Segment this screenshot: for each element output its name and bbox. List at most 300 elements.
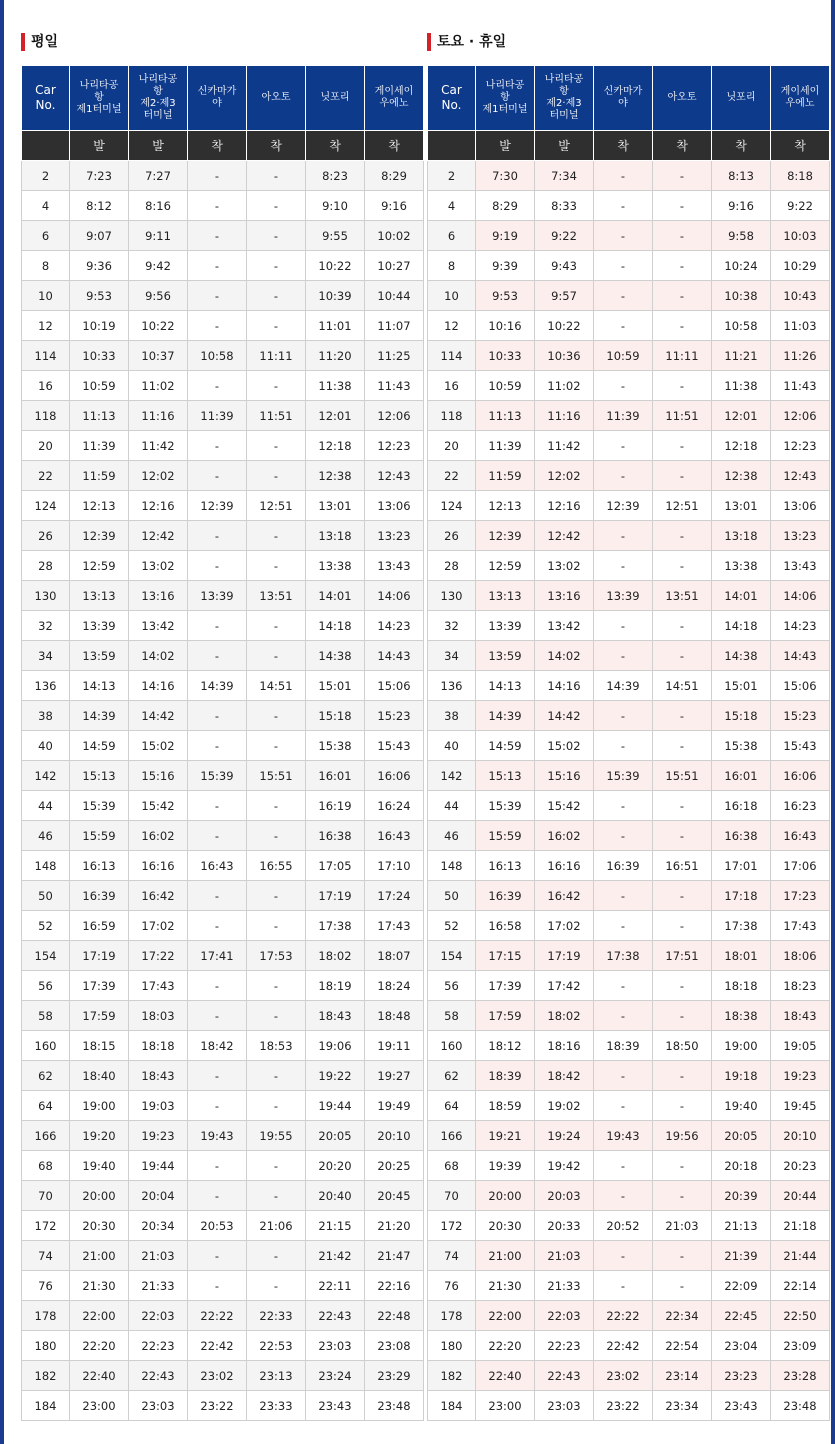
station-header: 나리타공 항 제1터미널	[70, 66, 129, 131]
time-cell: 20:25	[365, 1151, 424, 1181]
time-cell: 14:06	[365, 581, 424, 611]
car-number-cell: 136	[428, 671, 476, 701]
time-cell: 12:02	[535, 461, 594, 491]
time-cell: -	[653, 1241, 712, 1271]
time-cell: 19:27	[365, 1061, 424, 1091]
time-cell: 9:22	[535, 221, 594, 251]
time-cell: 10:16	[476, 311, 535, 341]
station-header: 나리타공 항 제2·제3 터미널	[129, 66, 188, 131]
car-number-cell: 46	[22, 821, 70, 851]
time-cell: -	[247, 161, 306, 191]
time-cell: 10:59	[476, 371, 535, 401]
time-cell: -	[247, 731, 306, 761]
time-cell: 18:16	[535, 1031, 594, 1061]
car-number-cell: 2	[22, 161, 70, 191]
time-cell: 13:02	[535, 551, 594, 581]
time-cell: 11:02	[129, 371, 188, 401]
timetable-row	[22, 461, 424, 491]
timetable-row	[22, 1001, 424, 1031]
weekday-rows	[22, 161, 424, 1421]
time-cell: -	[653, 551, 712, 581]
time-cell: -	[653, 971, 712, 1001]
dep-arr-marker: 발	[70, 131, 129, 161]
time-cell: 20:40	[306, 1181, 365, 1211]
time-cell: 17:22	[129, 941, 188, 971]
time-cell: -	[653, 1091, 712, 1121]
time-cell: 21:42	[306, 1241, 365, 1271]
time-cell: 18:07	[365, 941, 424, 971]
time-cell: 23:43	[306, 1391, 365, 1421]
time-cell: -	[594, 701, 653, 731]
car-number-cell: 34	[22, 641, 70, 671]
time-cell: 16:39	[70, 881, 129, 911]
time-cell: -	[188, 521, 247, 551]
time-cell: 18:40	[70, 1061, 129, 1091]
time-cell: 16:01	[712, 761, 771, 791]
time-cell: 23:22	[188, 1391, 247, 1421]
time-cell: 7:23	[70, 161, 129, 191]
time-cell: -	[594, 431, 653, 461]
car-number-cell: 166	[428, 1121, 476, 1151]
time-cell: -	[653, 881, 712, 911]
time-cell: 14:23	[771, 611, 830, 641]
time-cell: 18:15	[70, 1031, 129, 1061]
time-cell: 22:14	[771, 1271, 830, 1301]
time-cell: 16:19	[306, 791, 365, 821]
time-cell: 11:21	[712, 341, 771, 371]
dep-arr-row	[22, 131, 424, 161]
time-cell: 11:38	[712, 371, 771, 401]
car-number-cell: 44	[22, 791, 70, 821]
time-cell: -	[594, 251, 653, 281]
time-cell: 11:13	[70, 401, 129, 431]
time-cell: -	[188, 1181, 247, 1211]
time-cell: 23:22	[594, 1391, 653, 1421]
time-cell: 18:42	[535, 1061, 594, 1091]
weekday-title-text: 평일	[31, 34, 59, 50]
time-cell: 19:05	[771, 1031, 830, 1061]
timetable-row	[22, 401, 424, 431]
car-number-cell: 76	[22, 1271, 70, 1301]
time-cell: -	[188, 971, 247, 1001]
time-cell: 22:23	[129, 1331, 188, 1361]
car-number-cell: 124	[22, 491, 70, 521]
time-cell: 10:22	[129, 311, 188, 341]
time-cell: -	[188, 1061, 247, 1091]
time-cell: 18:59	[476, 1091, 535, 1121]
time-cell: 17:43	[129, 971, 188, 1001]
time-cell: 8:12	[70, 191, 129, 221]
time-cell: 14:51	[247, 671, 306, 701]
time-cell: 22:40	[476, 1361, 535, 1391]
time-cell: 13:01	[712, 491, 771, 521]
timetable-row	[428, 671, 830, 701]
time-cell: 12:42	[535, 521, 594, 551]
time-cell: 22:43	[535, 1361, 594, 1391]
time-cell: -	[188, 1091, 247, 1121]
time-cell: 16:43	[188, 851, 247, 881]
time-cell: 22:43	[129, 1361, 188, 1391]
time-cell: 15:38	[712, 731, 771, 761]
time-cell: 16:13	[476, 851, 535, 881]
time-cell: 22:23	[535, 1331, 594, 1361]
time-cell: 10:44	[365, 281, 424, 311]
time-cell: 22:11	[306, 1271, 365, 1301]
time-cell: 14:51	[653, 671, 712, 701]
car-number-cell: 74	[428, 1241, 476, 1271]
time-cell: 16:01	[306, 761, 365, 791]
time-cell: 12:13	[70, 491, 129, 521]
time-cell: -	[653, 431, 712, 461]
time-cell: 12:18	[712, 431, 771, 461]
car-number-cell: 8	[22, 251, 70, 281]
time-cell: -	[247, 911, 306, 941]
time-cell: -	[188, 1271, 247, 1301]
time-cell: 7:30	[476, 161, 535, 191]
time-cell: 11:11	[247, 341, 306, 371]
time-cell: -	[653, 1181, 712, 1211]
time-cell: 20:39	[712, 1181, 771, 1211]
time-cell: -	[247, 551, 306, 581]
time-cell: 17:59	[70, 1001, 129, 1031]
timetable-row	[22, 431, 424, 461]
time-cell: 9:22	[771, 191, 830, 221]
time-cell: 9:16	[365, 191, 424, 221]
car-number-cell: 28	[22, 551, 70, 581]
timetable-row	[428, 821, 830, 851]
station-header: 닛포리	[712, 66, 771, 131]
timetable-row	[22, 1091, 424, 1121]
time-cell: 18:18	[129, 1031, 188, 1061]
time-cell: 22:53	[247, 1331, 306, 1361]
dep-arr-marker: 착	[712, 131, 771, 161]
time-cell: 17:41	[188, 941, 247, 971]
time-cell: 15:06	[365, 671, 424, 701]
time-cell: 10:27	[365, 251, 424, 281]
car-number-cell: 2	[428, 161, 476, 191]
time-cell: 19:20	[70, 1121, 129, 1151]
time-cell: -	[188, 371, 247, 401]
time-cell: 13:38	[306, 551, 365, 581]
time-cell: -	[247, 251, 306, 281]
timetable-row	[428, 1301, 830, 1331]
time-cell: -	[653, 221, 712, 251]
time-cell: 17:24	[365, 881, 424, 911]
time-cell: 16:02	[129, 821, 188, 851]
time-cell: 13:39	[476, 611, 535, 641]
car-number-cell: 6	[428, 221, 476, 251]
time-cell: 23:34	[653, 1391, 712, 1421]
time-cell: 13:13	[70, 581, 129, 611]
time-cell: 13:23	[365, 521, 424, 551]
time-cell: 12:59	[476, 551, 535, 581]
time-cell: -	[188, 431, 247, 461]
time-cell: 19:24	[535, 1121, 594, 1151]
timetable-row	[22, 761, 424, 791]
time-cell: 20:10	[771, 1121, 830, 1151]
time-cell: 20:23	[771, 1151, 830, 1181]
time-cell: 23:13	[247, 1361, 306, 1391]
car-number-cell: 172	[428, 1211, 476, 1241]
time-cell: 15:39	[476, 791, 535, 821]
time-cell: 20:20	[306, 1151, 365, 1181]
time-cell: -	[247, 611, 306, 641]
timetable-row	[428, 1151, 830, 1181]
time-cell: 13:06	[365, 491, 424, 521]
timetable-row	[428, 491, 830, 521]
timetable-row	[22, 161, 424, 191]
time-cell: -	[594, 1061, 653, 1091]
time-cell: 17:10	[365, 851, 424, 881]
car-number-cell: 118	[428, 401, 476, 431]
time-cell: 19:21	[476, 1121, 535, 1151]
time-cell: -	[188, 311, 247, 341]
time-cell: 21:15	[306, 1211, 365, 1241]
time-cell: 11:39	[594, 401, 653, 431]
time-cell: -	[188, 911, 247, 941]
time-cell: 8:23	[306, 161, 365, 191]
time-cell: -	[594, 221, 653, 251]
time-cell: 22:00	[476, 1301, 535, 1331]
timetable-row	[428, 1091, 830, 1121]
dep-arr-marker: 발	[476, 131, 535, 161]
time-cell: 23:48	[771, 1391, 830, 1421]
time-cell: 19:02	[535, 1091, 594, 1121]
car-number-cell: 182	[22, 1361, 70, 1391]
time-cell: 19:56	[653, 1121, 712, 1151]
station-header: 게이세이 우에노	[365, 66, 424, 131]
time-cell: 14:02	[535, 641, 594, 671]
time-cell: 21:44	[771, 1241, 830, 1271]
time-cell: -	[247, 191, 306, 221]
time-cell: 12:51	[247, 491, 306, 521]
timetable-row	[22, 1121, 424, 1151]
time-cell: 22:42	[594, 1331, 653, 1361]
time-cell: 21:13	[712, 1211, 771, 1241]
time-cell: 18:24	[365, 971, 424, 1001]
time-cell: 16:06	[771, 761, 830, 791]
time-cell: 17:53	[247, 941, 306, 971]
time-cell: -	[247, 1001, 306, 1031]
time-cell: 20:00	[70, 1181, 129, 1211]
time-cell: 9:11	[129, 221, 188, 251]
time-cell: -	[247, 461, 306, 491]
time-cell: 11:43	[365, 371, 424, 401]
car-number-cell: 12	[428, 311, 476, 341]
time-cell: 18:12	[476, 1031, 535, 1061]
dep-arr-marker: 착	[306, 131, 365, 161]
time-cell: 12:06	[771, 401, 830, 431]
station-header-row	[22, 66, 424, 131]
time-cell: 14:59	[70, 731, 129, 761]
car-number-cell: 184	[22, 1391, 70, 1421]
time-cell: 22:54	[653, 1331, 712, 1361]
timetable-row	[22, 1241, 424, 1271]
dep-arr-marker: 착	[247, 131, 306, 161]
time-cell: 16:24	[365, 791, 424, 821]
time-cell: -	[653, 191, 712, 221]
time-cell: 15:06	[771, 671, 830, 701]
timetable-row	[428, 371, 830, 401]
time-cell: 12:38	[712, 461, 771, 491]
station-header: 아오토	[653, 66, 712, 131]
time-cell: 23:03	[306, 1331, 365, 1361]
time-cell: 8:33	[535, 191, 594, 221]
car-number-cell: 40	[428, 731, 476, 761]
time-cell: -	[188, 251, 247, 281]
time-cell: 16:39	[594, 851, 653, 881]
time-cell: -	[188, 1151, 247, 1181]
timetable-row	[428, 581, 830, 611]
time-cell: 17:38	[712, 911, 771, 941]
time-cell: 8:13	[712, 161, 771, 191]
time-cell: -	[653, 731, 712, 761]
time-cell: -	[247, 1151, 306, 1181]
station-header: 나리타공 항 제1터미널	[476, 66, 535, 131]
time-cell: 13:43	[365, 551, 424, 581]
time-cell: -	[247, 821, 306, 851]
station-header: 아오토	[247, 66, 306, 131]
time-cell: -	[188, 881, 247, 911]
time-cell: -	[653, 1061, 712, 1091]
timetable-row	[428, 1391, 830, 1421]
time-cell: 8:16	[129, 191, 188, 221]
time-cell: 18:18	[712, 971, 771, 1001]
car-number-cell: 130	[428, 581, 476, 611]
time-cell: 14:39	[594, 671, 653, 701]
time-cell: 13:18	[712, 521, 771, 551]
car-number-cell: 64	[428, 1091, 476, 1121]
time-cell: 18:01	[712, 941, 771, 971]
time-cell: -	[653, 641, 712, 671]
time-cell: -	[188, 1001, 247, 1031]
car-number-cell: 22	[428, 461, 476, 491]
car-number-cell: 62	[428, 1061, 476, 1091]
time-cell: -	[594, 1001, 653, 1031]
time-cell: 15:39	[594, 761, 653, 791]
timetable-row	[428, 701, 830, 731]
time-cell: 17:59	[476, 1001, 535, 1031]
car-number-cell: 56	[22, 971, 70, 1001]
time-cell: 13:51	[247, 581, 306, 611]
car-number-cell: 160	[428, 1031, 476, 1061]
timetable-row	[22, 881, 424, 911]
timetable-row	[22, 641, 424, 671]
time-cell: 22:50	[771, 1301, 830, 1331]
time-cell: 13:02	[129, 551, 188, 581]
dep-arr-row	[428, 131, 830, 161]
time-cell: -	[247, 881, 306, 911]
time-cell: 16:51	[653, 851, 712, 881]
time-cell: 20:34	[129, 1211, 188, 1241]
time-cell: 11:39	[476, 431, 535, 461]
timetable-row	[22, 1361, 424, 1391]
time-cell: 12:23	[771, 431, 830, 461]
time-cell: 16:58	[476, 911, 535, 941]
time-cell: -	[653, 791, 712, 821]
time-cell: -	[247, 281, 306, 311]
time-cell: 8:29	[365, 161, 424, 191]
time-cell: 19:18	[712, 1061, 771, 1091]
time-cell: 22:16	[365, 1271, 424, 1301]
time-cell: 17:02	[129, 911, 188, 941]
title-accent-bar	[427, 33, 431, 51]
time-cell: 11:20	[306, 341, 365, 371]
time-cell: -	[188, 701, 247, 731]
car-number-cell: 180	[428, 1331, 476, 1361]
time-cell: -	[653, 281, 712, 311]
time-cell: 10:03	[771, 221, 830, 251]
time-cell: 12:39	[476, 521, 535, 551]
time-cell: 14:38	[712, 641, 771, 671]
time-cell: 14:42	[535, 701, 594, 731]
time-cell: 17:19	[70, 941, 129, 971]
time-cell: 18:02	[306, 941, 365, 971]
time-cell: 21:03	[535, 1241, 594, 1271]
station-header-row	[428, 66, 830, 131]
car-number-cell: 178	[428, 1301, 476, 1331]
car-number-cell: 58	[22, 1001, 70, 1031]
time-cell: 17:39	[70, 971, 129, 1001]
time-cell: 10:02	[365, 221, 424, 251]
car-no-header: Car No.	[428, 66, 476, 131]
time-cell: 11:39	[70, 431, 129, 461]
car-number-cell: 34	[428, 641, 476, 671]
time-cell: 19:40	[712, 1091, 771, 1121]
timetable-row	[428, 761, 830, 791]
time-cell: 9:43	[535, 251, 594, 281]
time-cell: 20:30	[476, 1211, 535, 1241]
car-number-cell: 148	[428, 851, 476, 881]
time-cell: 17:15	[476, 941, 535, 971]
car-number-cell: 74	[22, 1241, 70, 1271]
time-cell: 10:59	[70, 371, 129, 401]
time-cell: 23:04	[712, 1331, 771, 1361]
time-cell: 23:00	[70, 1391, 129, 1421]
time-cell: 11:59	[70, 461, 129, 491]
page-frame-right	[831, 0, 835, 1444]
time-cell: 23:28	[771, 1361, 830, 1391]
timetable-row	[428, 461, 830, 491]
time-cell: 18:38	[712, 1001, 771, 1031]
time-cell: 21:00	[70, 1241, 129, 1271]
time-cell: 11:11	[653, 341, 712, 371]
time-cell: 10:39	[306, 281, 365, 311]
car-number-cell: 142	[22, 761, 70, 791]
time-cell: 15:16	[535, 761, 594, 791]
time-cell: -	[594, 161, 653, 191]
time-cell: 16:18	[712, 791, 771, 821]
time-cell: -	[594, 731, 653, 761]
time-cell: 16:55	[247, 851, 306, 881]
time-cell: 16:38	[712, 821, 771, 851]
time-cell: 13:23	[771, 521, 830, 551]
time-cell: 12:39	[188, 491, 247, 521]
time-cell: 16:16	[129, 851, 188, 881]
time-cell: 22:48	[365, 1301, 424, 1331]
time-cell: 11:38	[306, 371, 365, 401]
time-cell: 14:13	[70, 671, 129, 701]
time-cell: 15:43	[365, 731, 424, 761]
car-number-cell: 124	[428, 491, 476, 521]
timetable-row	[428, 611, 830, 641]
time-cell: 16:42	[535, 881, 594, 911]
time-cell: 20:33	[535, 1211, 594, 1241]
timetable-row	[22, 1031, 424, 1061]
timetable-row	[22, 1061, 424, 1091]
time-cell: -	[188, 281, 247, 311]
time-cell: 10:58	[188, 341, 247, 371]
